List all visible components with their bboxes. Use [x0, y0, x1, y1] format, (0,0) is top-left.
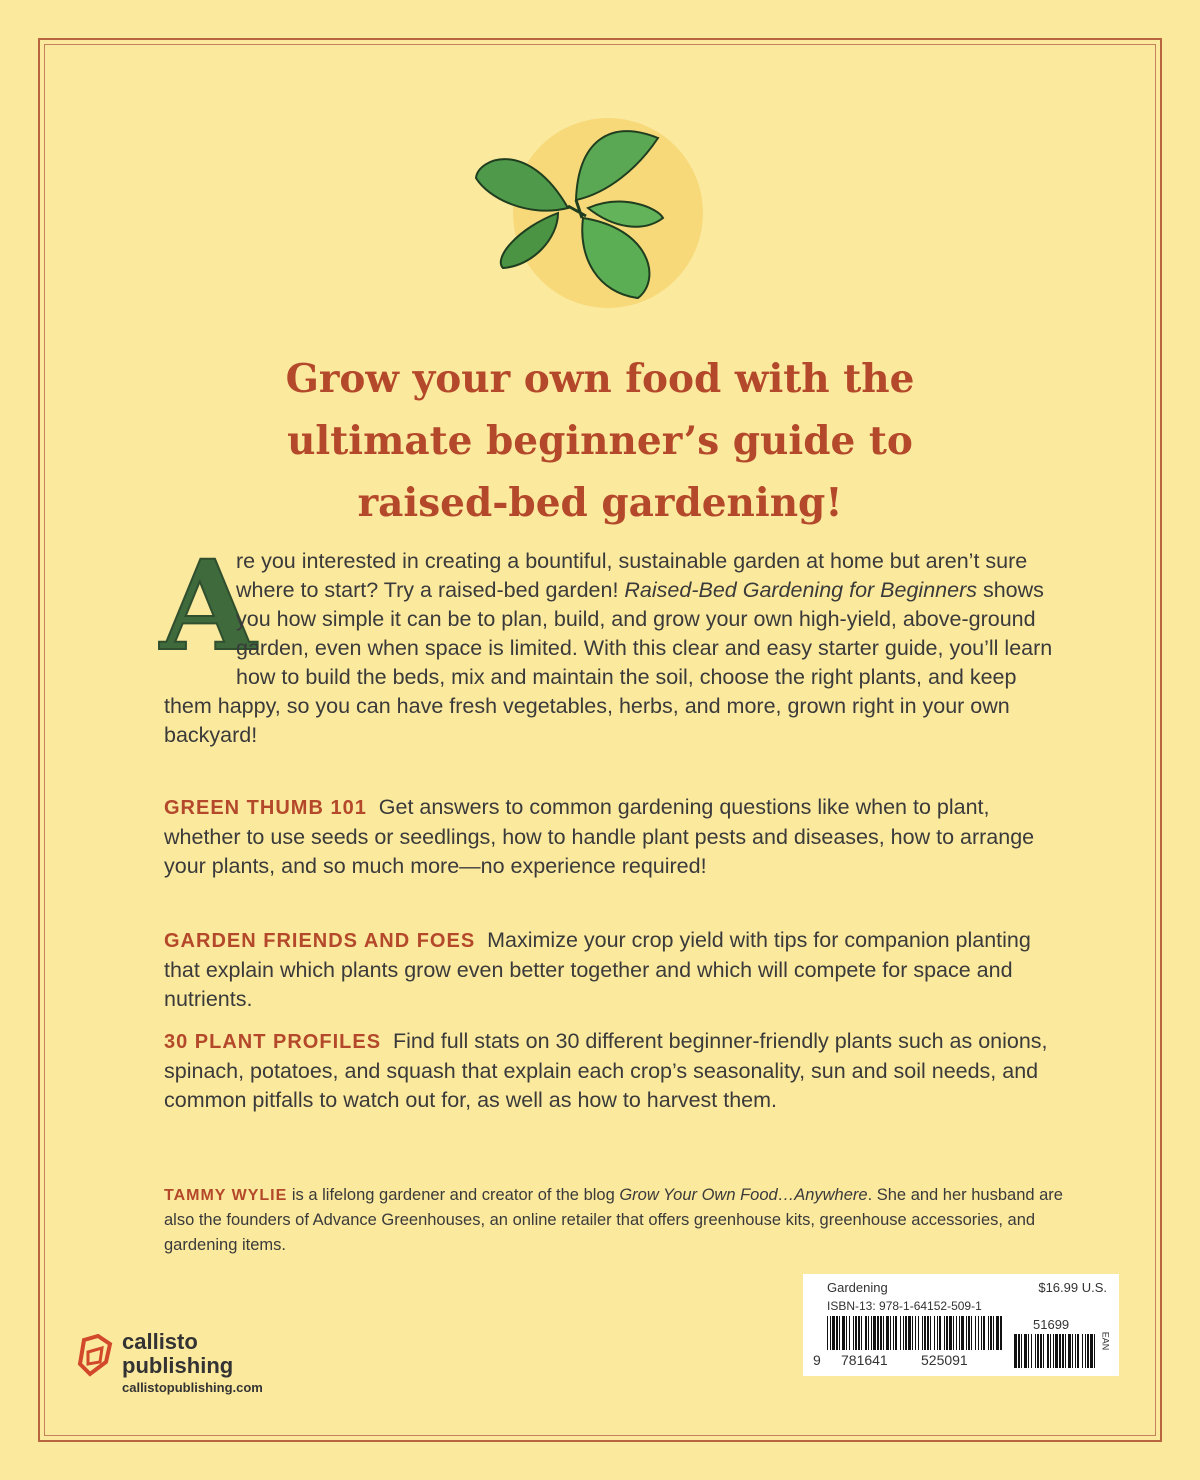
- barcode-bar: [1087, 1334, 1089, 1368]
- barcode-bar: [953, 1316, 954, 1350]
- barcode-bar: [893, 1316, 894, 1350]
- barcode-bar: [918, 1316, 919, 1350]
- publisher-url: callistopublishing.com: [122, 1380, 263, 1395]
- barcode-bar: [1072, 1334, 1073, 1368]
- barcode-bar: [966, 1316, 967, 1350]
- barcode-bar: [1043, 1334, 1044, 1368]
- barcode-bar: [853, 1316, 854, 1350]
- barcode-bar: [978, 1316, 979, 1350]
- barcode-bar: [1068, 1334, 1071, 1368]
- author-text-before: is a lifelong gardener and creator of the blog: [287, 1186, 620, 1204]
- barcode-bar: [934, 1316, 935, 1350]
- barcode-bar: [886, 1316, 889, 1350]
- barcode-left-digits: 781641: [841, 1352, 888, 1368]
- barcode-bar: [944, 1316, 945, 1350]
- barcode-bar: [1085, 1334, 1086, 1368]
- barcode-bar: [993, 1316, 994, 1350]
- callisto-logo-icon: [76, 1334, 116, 1378]
- barcode-bar: [1018, 1334, 1020, 1368]
- author-name: TAMMY WYLIE: [164, 1187, 288, 1204]
- barcode-bar: [1000, 1316, 1002, 1350]
- barcode-panel: [803, 1274, 1119, 1376]
- headline-line: raised-bed gardening!: [357, 480, 843, 526]
- barcode-bar: [827, 1316, 828, 1350]
- barcode-bar: [971, 1316, 972, 1350]
- barcode-price: $16.99 U.S.: [1038, 1280, 1107, 1295]
- barcode-bar: [880, 1316, 882, 1350]
- feature-paragraph: [164, 1027, 1054, 1115]
- barcode-bar: [956, 1316, 957, 1350]
- barcode-bar: [975, 1316, 976, 1350]
- barcode-bar: [912, 1316, 913, 1350]
- feature-lead: GARDEN FRIENDS AND FOES: [164, 930, 476, 952]
- barcode-bar: [858, 1316, 860, 1350]
- basil-leaf-illustration: [458, 118, 738, 318]
- barcode-addon-code: 51699: [1033, 1317, 1070, 1332]
- drop-cap: A: [160, 534, 257, 679]
- barcode-bar: [1035, 1334, 1036, 1368]
- barcode-bar: [1059, 1334, 1061, 1368]
- publisher-logo: [76, 1330, 296, 1400]
- barcode-bar: [861, 1316, 862, 1350]
- barcode-bar: [873, 1316, 876, 1350]
- barcode-bar: [1050, 1334, 1051, 1368]
- barcode-bar: [855, 1316, 857, 1350]
- publisher-name: [122, 1330, 233, 1378]
- barcode-bar: [877, 1316, 879, 1350]
- barcode-bar: [903, 1316, 904, 1350]
- barcode-bar: [890, 1316, 891, 1350]
- barcode-bar: [959, 1316, 960, 1350]
- barcode-bar: [1031, 1334, 1032, 1368]
- book-title: Raised-Bed Gardening for Beginners: [624, 578, 977, 602]
- barcode-bar: [839, 1316, 840, 1350]
- barcode-bar: [865, 1316, 867, 1350]
- barcode-bar: [915, 1316, 916, 1350]
- feature-paragraph: [164, 793, 1054, 881]
- barcode-category: Gardening: [827, 1280, 888, 1295]
- barcode-bar: [1024, 1334, 1027, 1368]
- barcode-bar: [849, 1316, 850, 1350]
- barcode-bar: [895, 1316, 897, 1350]
- barcode-bar: [1090, 1334, 1093, 1368]
- barcode-bar: [1075, 1334, 1076, 1368]
- barcode-ean-label: EAN: [1100, 1331, 1111, 1351]
- barcode-bar: [939, 1316, 941, 1350]
- intro-text-after: shows you how simple it can be to plan, build, and grow your own high-yield, above-ground garden, even when space is limited. With this clear and easy starter guide, you’ll learn how to build the beds, mix and maintain the soil, choose the right plants, and keep them happy, so you can have fresh vegetables, herbs, and more, grown right in your own backyard!: [164, 578, 1053, 747]
- barcode-bar: [988, 1316, 989, 1350]
- barcode-bar: [1040, 1334, 1042, 1368]
- barcode-bar: [871, 1316, 872, 1350]
- feature-text: Find full stats on 30 different beginner-friendly plants such as onions, spinach, potatoes, and squash that explain each crop’s seasonality, sun and soil needs, and common pitfalls to watch out for, as well as how to harvest them.: [164, 1029, 1048, 1112]
- feature-text: Maximize your crop yield with tips for companion planting that explain which plants grow even better together and which will compete for space and nutrients.: [164, 928, 1031, 1011]
- barcode-bar: [1094, 1334, 1095, 1368]
- barcode-bar: [1062, 1334, 1064, 1368]
- feature-text: Get answers to common gardening questions like when to plant, whether to use seeds or seedlings, how to handle plant pests and diseases, how to arrange your plants, and so much more—no experience required!: [164, 795, 1035, 878]
- author-text-after: . She and her husband are also the founders of Advance Greenhouses, an online retailer that offers greenhouse kits, greenhouse accessories, and gardening items.: [164, 1186, 1063, 1254]
- barcode-bar: [922, 1316, 923, 1350]
- barcode-bar: [996, 1316, 999, 1350]
- barcode-bar: [968, 1316, 970, 1350]
- barcode-bar: [946, 1316, 948, 1350]
- barcode-lead-digit: 9: [813, 1352, 821, 1368]
- barcode-bar: [900, 1316, 901, 1350]
- barcode-bar: [1053, 1334, 1054, 1368]
- barcode-bar: [937, 1316, 938, 1350]
- feature-lead: GREEN THUMB 101: [164, 797, 367, 819]
- barcode-bar: [1014, 1334, 1017, 1368]
- barcode-bar: [1047, 1334, 1049, 1368]
- intro-paragraph: [160, 534, 1054, 750]
- barcode-bar: [1028, 1334, 1029, 1368]
- barcode-bar: [981, 1316, 982, 1350]
- blog-title: Grow Your Own Food…Anywhere: [619, 1186, 868, 1204]
- feature-lead: 30 PLANT PROFILES: [164, 1031, 382, 1053]
- barcode-bar: [961, 1316, 964, 1350]
- headline-line: Grow your own food with the: [285, 356, 915, 402]
- intro-text-before: re you interested in creating a bountiful, sustainable garden at home but aren’t sure where to start? Try a raised-bed garden!: [236, 549, 1028, 602]
- author-bio: [164, 1183, 1064, 1258]
- barcode-bar: [846, 1316, 847, 1350]
- barcode-bar: [883, 1316, 884, 1350]
- barcode-bar: [924, 1316, 926, 1350]
- barcode-bar: [990, 1316, 992, 1350]
- barcode-right-digits: 525091: [921, 1352, 968, 1368]
- barcode-bar: [927, 1316, 929, 1350]
- headline-line: ultimate beginner’s guide to: [287, 418, 913, 464]
- barcode-bar: [949, 1316, 952, 1350]
- barcode-isbn: ISBN-13: 978-1-64152-509-1: [827, 1299, 982, 1313]
- barcode-bar: [1077, 1334, 1079, 1368]
- feature-paragraph: [164, 926, 1054, 1014]
- barcode-bar: [983, 1316, 985, 1350]
- barcode-bar: [1065, 1334, 1066, 1368]
- barcode-bar: [1082, 1334, 1083, 1368]
- barcode-bar: [868, 1316, 869, 1350]
- barcode-bar: [832, 1316, 835, 1350]
- headline: [160, 348, 1040, 534]
- barcode-bar: [908, 1316, 911, 1350]
- barcode-bar: [1021, 1334, 1022, 1368]
- barcode-bar: [830, 1316, 831, 1350]
- publisher-name-line: callisto: [122, 1329, 198, 1354]
- barcode-bar: [905, 1316, 907, 1350]
- barcode-bar: [1055, 1334, 1058, 1368]
- publisher-name-line: publishing: [122, 1353, 234, 1378]
- barcode-bar: [1037, 1334, 1039, 1368]
- barcode-bar: [836, 1316, 838, 1350]
- barcode-bar: [930, 1316, 931, 1350]
- barcode-bar: [842, 1316, 845, 1350]
